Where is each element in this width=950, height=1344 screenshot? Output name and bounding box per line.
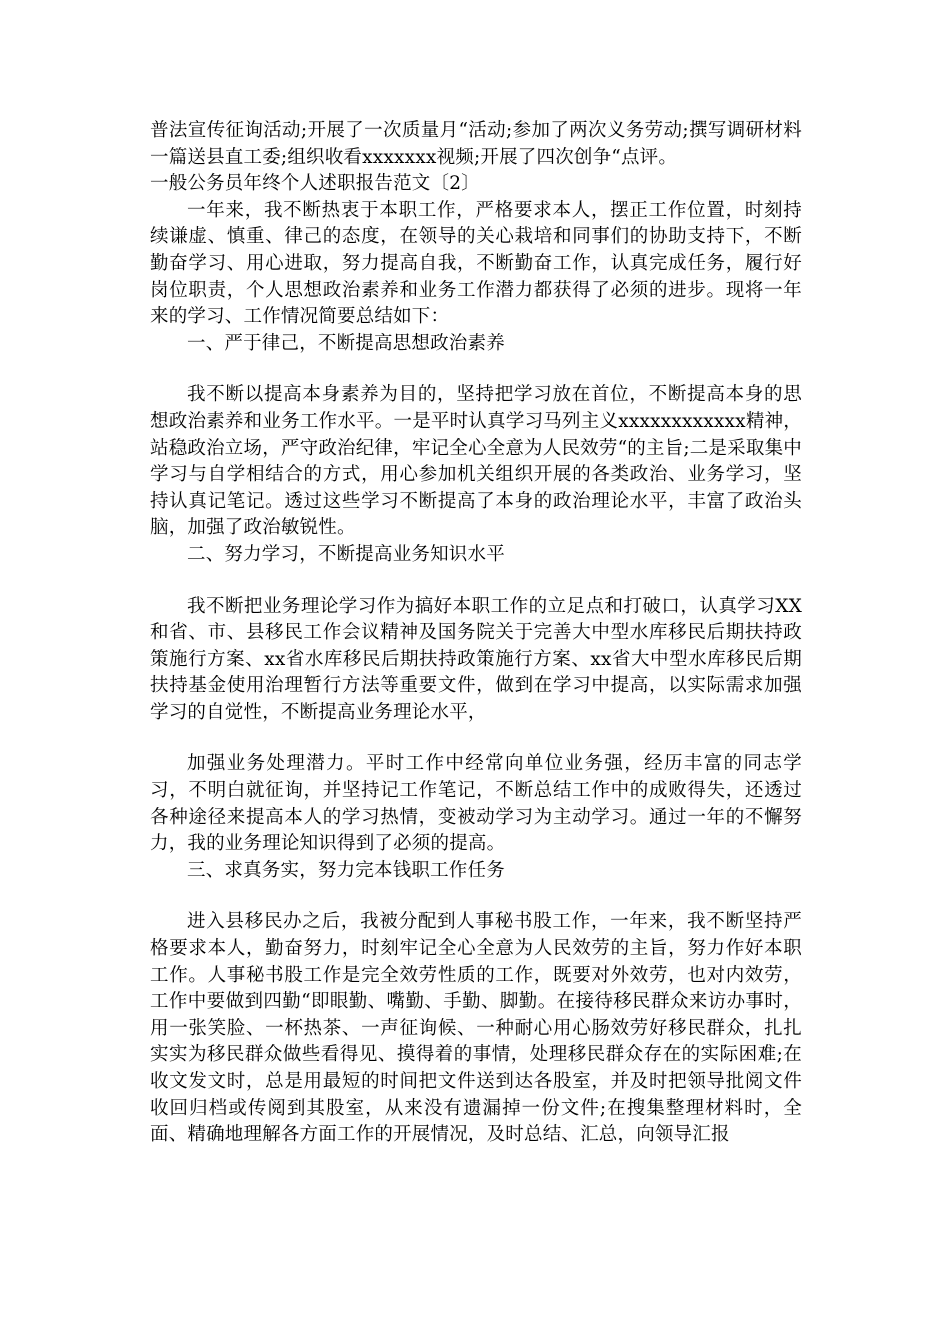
document-page [150, 118, 802, 1149]
document-title: 一般公务员年终个人述职报告范文〔2〕 [150, 173, 480, 195]
section1-heading: 一、严于律己，不断提高思想政治素养 [187, 332, 505, 354]
section1-paragraph: 我不断以提高本身素养为目的，坚持把学习放在首位，不断提高本身的思想政治素养和业务工作水平。一是平时认真学习马列主义xxxxxxxxxxxx精神，站稳政治立场，严守政治纪律，牢记全心全意为人民效劳“的主旨;二是采取集中学习与自学相结合的方式，用心参加机关组织开展的各类政治、业务学习，坚持认真记笔记。透过这些学习不断提高了本身的政治理论水平，丰富了政治头脑，加强了政治敏锐性。 [150, 384, 802, 539]
section2-heading: 二、努力学习，不断提高业务知识水平 [187, 543, 505, 565]
opening-paragraph: 一年来，我不断热衷于本职工作，严格要求本人，摆正工作位置，时刻持续谦虚、慎重、律己的态度，在领导的关心栽培和同事们的协助支持下，不断勤奋学习、用心进取，努力提高自我，不断勤奋工作，认真完成任务，履行好岗位职责，个人思想政治素养和业务工作潜力都获得了必须的进步。现将一年来的学习、工作情况简要总结如下： [150, 199, 802, 328]
section2-paragraph-1: 我不断把业务理论学习作为搞好本职工作的立足点和打破口，认真学习XX和省、市、县移民工作会议精神及国务院关于完善大中型水库移民后期扶持政策施行方案、xx省水库移民后期扶持政策施行方案、xx省大中型水库移民后期扶持基金使用治理暂行方法等重要文件，做到在学习中提高，以实际需求加强学习的自觉性，不断提高业务理论水平， [150, 595, 802, 723]
intro-paragraph: 普法宣传征询活动;开展了一次质量月“活动;参加了两次义务劳动;撰写调研材料一篇送县直工委;组织收看xxxxxxx视频;开展了四次创争“点评。 [150, 120, 802, 168]
section3-paragraph: 进入县移民办之后，我被分配到人事秘书股工作，一年来，我不断坚持严格要求本人，勤奋努力，时刻牢记全心全意为人民效劳的主旨，努力作好本职工作。人事秘书股工作是完全效劳性质的工作，既要对外效劳，也对内效劳，工作中要做到四勤“即眼勤、嘴勤、手勤、脚勤。在接待移民群众来访办事时，用一张笑脸、一杯热茶、一声征询候、一种耐心用心肠效劳好移民群众，扎扎实实为移民群众做些看得见、摸得着的事情，处理移民群众存在的实际困难;在收文发文时，总是用最短的时间把文件送到达各股室，并及时把领导批阅文件收回归档或传阅到其股室，从来没有遗漏掉一份文件;在搜集整理材料时，全面、精确地理解各方面工作的开展情况，及时总结、汇总，向领导汇报 [150, 911, 802, 1146]
section3-heading: 三、求真务实，努力完本钱职工作任务 [187, 859, 505, 881]
section2-paragraph-2: 加强业务处理潜力。平时工作中经常向单位业务强，经历丰富的同志学习，不明白就征询，并坚持记工作笔记，不断总结工作中的成败得失，还透过各种途径来提高本人的学习热情，变被动学习为主动学习。通过一年的不懈努力，我的业务理论知识得到了必须的提高。 [150, 753, 802, 855]
